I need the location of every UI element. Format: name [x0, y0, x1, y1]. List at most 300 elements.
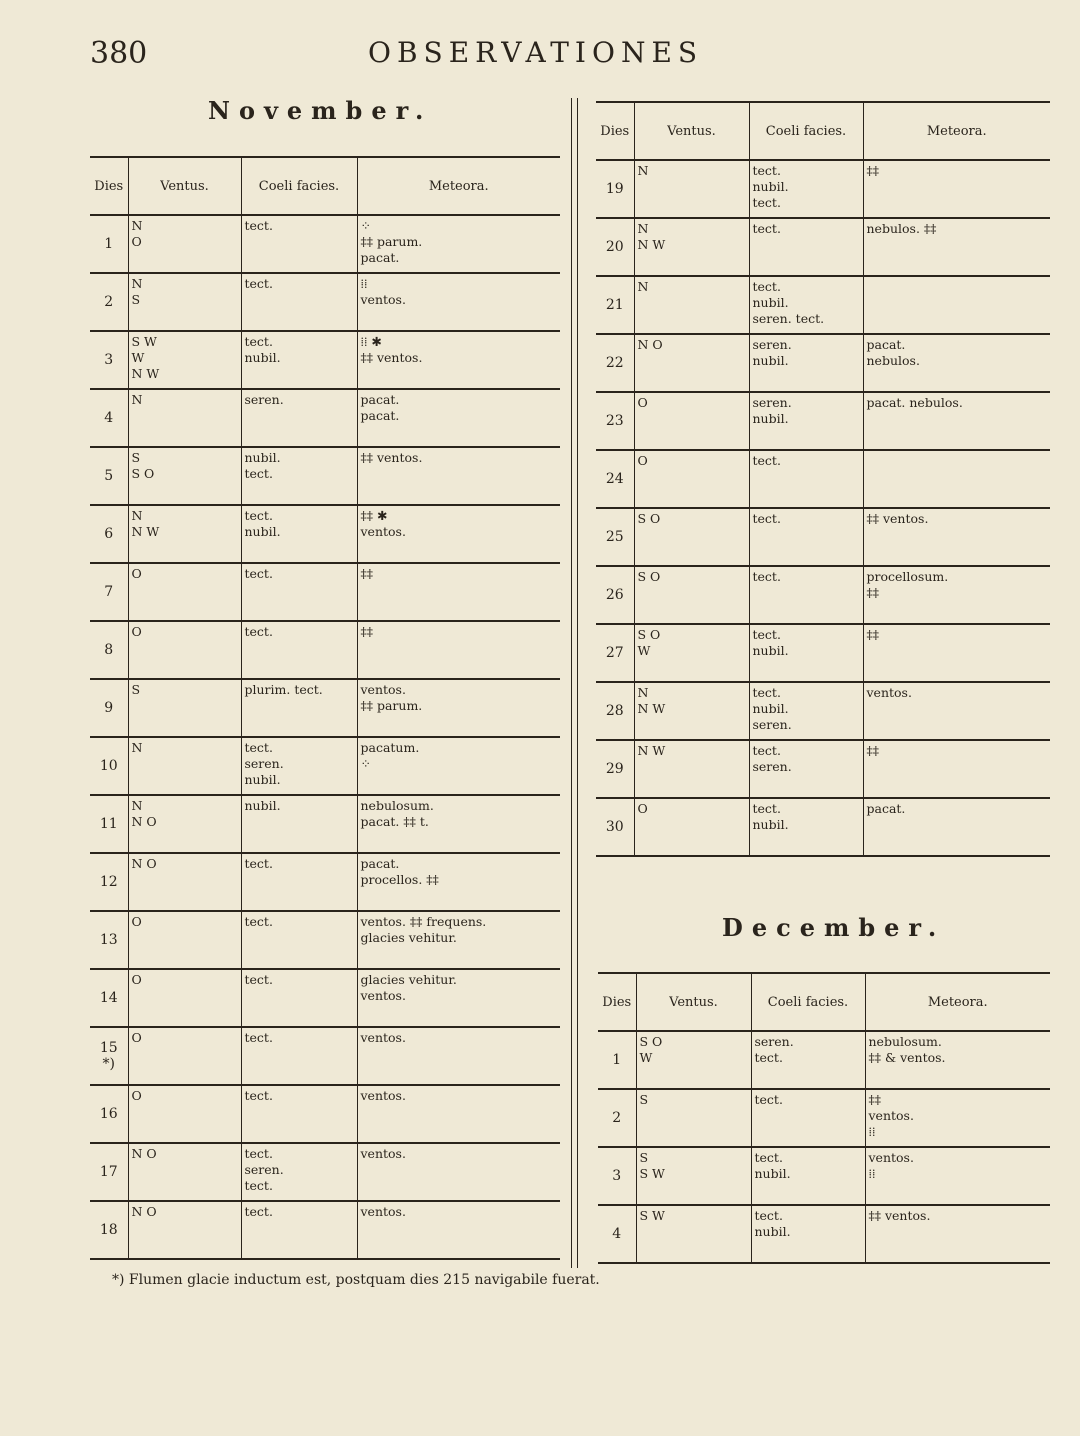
cell-ventus: [128, 679, 241, 737]
ventus-line: O: [131, 914, 142, 929]
coeli-line: seren.: [752, 337, 792, 352]
cell-ventus: [634, 740, 749, 798]
cell-coeli: [241, 1027, 357, 1085]
meteora-line: ventos.: [868, 1108, 914, 1123]
cell-coeli: [241, 331, 357, 389]
cell-meteora: [357, 911, 560, 969]
cell-dies: 27: [596, 624, 634, 682]
table-row: [90, 1143, 560, 1201]
meteora-line: procellosum.: [866, 569, 949, 584]
cell-dies: 15 *): [90, 1027, 128, 1085]
meteora-line: nebulos.: [866, 353, 920, 368]
table-row: [90, 215, 560, 273]
cell-dies: 11: [90, 795, 128, 853]
meteora-line: glacies vehitur.: [360, 972, 457, 987]
coeli-line: tect.: [752, 453, 781, 468]
cell-meteora: [357, 1143, 560, 1201]
cell-dies: 4: [90, 389, 128, 447]
ventus-line: S: [639, 1150, 649, 1165]
cell-coeli: [241, 911, 357, 969]
meteora-line: ventos.: [360, 1204, 406, 1219]
coeli-line: tect.: [754, 1208, 783, 1223]
page-header: OBSERVATIONES: [368, 36, 704, 69]
ventus-line: S W: [639, 1208, 665, 1223]
cell-dies: 4: [598, 1205, 636, 1263]
table-row: [90, 621, 560, 679]
ventus-line: N O: [131, 856, 157, 871]
cell-dies: 29: [596, 740, 634, 798]
table-row: [90, 795, 560, 853]
coeli-line: nubil.: [244, 798, 281, 813]
coeli-line: tect.: [244, 466, 273, 481]
coeli-line: tect.: [754, 1092, 783, 1107]
ventus-line: O: [131, 1088, 142, 1103]
cell-coeli: [241, 447, 357, 505]
coeli-line: tect.: [244, 1204, 273, 1219]
ventus-line: N O: [131, 1204, 157, 1219]
cell-meteora: [357, 273, 560, 331]
cell-dies: 12: [90, 853, 128, 911]
cell-dies: 2: [90, 273, 128, 331]
coeli-line: tect.: [244, 1146, 273, 1161]
meteora-line: ‡‡: [866, 163, 879, 178]
ventus-line: S O: [637, 627, 661, 642]
column-header-ventus: Ventus.: [128, 157, 241, 215]
cell-ventus: [128, 331, 241, 389]
ventus-line: W: [637, 643, 651, 658]
ventus-line: N: [131, 740, 143, 755]
cell-ventus: [634, 798, 749, 856]
table-row: [90, 273, 560, 331]
cell-meteora: [863, 392, 1050, 450]
cell-meteora: [865, 1089, 1050, 1147]
table-row: [596, 508, 1050, 566]
cell-dies: 19: [596, 160, 634, 218]
coeli-line: tect.: [244, 1030, 273, 1045]
cell-ventus: [634, 682, 749, 740]
cell-ventus: [634, 508, 749, 566]
coeli-line: nubil.: [244, 772, 281, 787]
meteora-line: ventos.: [866, 685, 912, 700]
cell-meteora: [863, 798, 1050, 856]
column-header-coeli-facies: Coeli facies.: [749, 102, 863, 160]
november-table-part-2: [596, 101, 1050, 857]
footnote: *) Flumen glacie inductum est, postquam dies 215 navigabile fuerat.: [112, 1272, 600, 1288]
cell-ventus: [128, 737, 241, 795]
coeli-line: nubil.: [752, 411, 789, 426]
coeli-line: tect.: [752, 511, 781, 526]
cell-dies: 20: [596, 218, 634, 276]
cell-coeli: [749, 334, 863, 392]
cell-ventus: [634, 276, 749, 334]
meteora-line: pacatum.: [360, 740, 420, 755]
meteora-line: ‡‡ parum.: [360, 234, 423, 249]
meteora-line: pacat.: [866, 801, 906, 816]
cell-coeli: [749, 218, 863, 276]
column-divider: [571, 98, 578, 1268]
cell-ventus: [128, 215, 241, 273]
cell-meteora: [357, 679, 560, 737]
meteora-line: pacat.: [360, 408, 400, 423]
cell-ventus: [128, 505, 241, 563]
cell-coeli: [241, 505, 357, 563]
cell-meteora: [357, 331, 560, 389]
coeli-line: nubil.: [752, 643, 789, 658]
cell-meteora: [357, 215, 560, 273]
cell-coeli: [241, 853, 357, 911]
cell-coeli: [751, 1147, 865, 1205]
cell-meteora: [863, 276, 1050, 334]
meteora-line: pacat.: [360, 392, 400, 407]
month-title-december: December.: [722, 913, 946, 942]
column-header-meteora: Meteora.: [357, 157, 560, 215]
cell-ventus: [128, 1143, 241, 1201]
cell-dies: 13: [90, 911, 128, 969]
table-row: [90, 679, 560, 737]
coeli-line: tect.: [752, 279, 781, 294]
meteora-line: ventos.: [360, 292, 406, 307]
meteora-line: nebulos. ‡‡: [866, 221, 937, 236]
cell-meteora: [863, 740, 1050, 798]
cell-dies: 18: [90, 1201, 128, 1259]
coeli-line: tect.: [244, 856, 273, 871]
cell-meteora: [863, 566, 1050, 624]
cell-dies: 22: [596, 334, 634, 392]
cell-meteora: [865, 1205, 1050, 1263]
meteora-line: ⁞⁞ ✱: [360, 334, 382, 349]
ventus-line: O: [637, 395, 648, 410]
cell-meteora: [357, 621, 560, 679]
cell-ventus: [128, 389, 241, 447]
cell-ventus: [128, 273, 241, 331]
ventus-line: N O: [637, 337, 663, 352]
coeli-line: tect.: [244, 276, 273, 291]
ventus-line: O: [131, 1030, 142, 1045]
table-row: [598, 1031, 1050, 1089]
coeli-line: tect.: [754, 1050, 783, 1065]
coeli-line: tect.: [244, 740, 273, 755]
meteora-line: ‡‡ parum.: [360, 698, 423, 713]
cell-meteora: [357, 853, 560, 911]
coeli-line: tect.: [244, 508, 273, 523]
cell-ventus: [636, 1205, 751, 1263]
meteora-line: pacat. nebulos.: [866, 395, 963, 410]
cell-meteora: [357, 969, 560, 1027]
cell-dies: 16: [90, 1085, 128, 1143]
cell-ventus: [128, 911, 241, 969]
page-number: 380: [90, 36, 148, 71]
ventus-line: S: [131, 682, 141, 697]
column-header-meteora: Meteora.: [865, 973, 1050, 1031]
meteora-line: ventos.: [360, 1088, 406, 1103]
cell-dies: 5: [90, 447, 128, 505]
cell-meteora: [863, 450, 1050, 508]
coeli-line: seren. tect.: [752, 311, 825, 326]
cell-coeli: [241, 969, 357, 1027]
column-header-dies: Dies: [90, 157, 128, 215]
coeli-line: seren.: [754, 1034, 794, 1049]
table-row: [90, 911, 560, 969]
table-row: [596, 450, 1050, 508]
meteora-line: ventos.: [360, 988, 406, 1003]
table-row: [596, 218, 1050, 276]
cell-meteora: [357, 1085, 560, 1143]
table-row: [596, 334, 1050, 392]
cell-dies: 24: [596, 450, 634, 508]
ventus-line: O: [131, 624, 142, 639]
meteora-line: ⁘: [360, 218, 371, 233]
ventus-line: N W: [131, 366, 160, 381]
meteora-line: ‡‡ ✱: [360, 508, 388, 523]
table-row: [596, 624, 1050, 682]
meteora-line: ventos.: [360, 682, 406, 697]
meteora-line: ‡‡ & ventos.: [868, 1050, 946, 1065]
cell-dies: 3: [90, 331, 128, 389]
cell-coeli: [241, 273, 357, 331]
coeli-line: tect.: [244, 914, 273, 929]
meteora-line: glacies vehitur.: [360, 930, 457, 945]
ventus-line: N O: [131, 814, 157, 829]
table-row: [90, 389, 560, 447]
meteora-line: ventos. ‡‡ frequens.: [360, 914, 487, 929]
meteora-line: ‡‡ ventos.: [868, 1208, 931, 1223]
coeli-line: tect.: [752, 685, 781, 700]
ventus-line: S W: [131, 334, 157, 349]
cell-ventus: [634, 334, 749, 392]
column-header-coeli-facies: Coeli facies.: [241, 157, 357, 215]
cell-dies: 28: [596, 682, 634, 740]
table-row: [90, 1201, 560, 1259]
table-row: [596, 682, 1050, 740]
november-table-part-1: [90, 156, 560, 1260]
cell-coeli: [749, 566, 863, 624]
ventus-line: N W: [637, 237, 666, 252]
coeli-line: tect.: [244, 1088, 273, 1103]
meteora-line: ventos.: [360, 1030, 406, 1045]
cell-ventus: [128, 621, 241, 679]
cell-coeli: [751, 1089, 865, 1147]
coeli-line: tect.: [752, 743, 781, 758]
meteora-line: ⁞⁞: [868, 1124, 876, 1139]
coeli-line: nubil.: [752, 701, 789, 716]
cell-dies: 2: [598, 1089, 636, 1147]
table-row: [90, 563, 560, 621]
cell-coeli: [241, 795, 357, 853]
cell-coeli: [749, 160, 863, 218]
cell-meteora: [863, 508, 1050, 566]
meteora-line: pacat. ‡‡ t.: [360, 814, 429, 829]
table-row: [598, 1147, 1050, 1205]
meteora-line: ventos.: [868, 1150, 914, 1165]
meteora-line: ‡‡ ventos.: [360, 350, 423, 365]
ventus-line: S: [131, 292, 141, 307]
cell-ventus: [128, 563, 241, 621]
cell-meteora: [357, 1201, 560, 1259]
coeli-line: plurim. tect.: [244, 682, 323, 697]
meteora-line: ‡‡ ventos.: [360, 450, 423, 465]
cell-ventus: [636, 1147, 751, 1205]
cell-coeli: [749, 682, 863, 740]
ventus-line: O: [637, 453, 648, 468]
cell-dies: 17: [90, 1143, 128, 1201]
cell-coeli: [751, 1031, 865, 1089]
cell-ventus: [634, 160, 749, 218]
table-row: [598, 1205, 1050, 1263]
cell-ventus: [634, 450, 749, 508]
ventus-line: S O: [639, 1034, 663, 1049]
meteora-line: ‡‡: [866, 627, 879, 642]
ventus-line: N O: [131, 1146, 157, 1161]
coeli-line: tect.: [244, 624, 273, 639]
cell-dies: 3: [598, 1147, 636, 1205]
meteora-line: ⁞⁞: [360, 276, 368, 291]
coeli-line: nubil.: [244, 524, 281, 539]
ventus-line: S: [639, 1092, 649, 1107]
ventus-line: O: [131, 234, 142, 249]
coeli-line: tect.: [752, 195, 781, 210]
table-row: [90, 447, 560, 505]
column-header-ventus: Ventus.: [634, 102, 749, 160]
ventus-line: N W: [131, 524, 160, 539]
cell-coeli: [749, 508, 863, 566]
coeli-line: seren.: [752, 717, 792, 732]
cell-coeli: [241, 621, 357, 679]
coeli-line: seren.: [752, 759, 792, 774]
cell-meteora: [357, 447, 560, 505]
meteora-line: ⁘: [360, 756, 371, 771]
ventus-line: N: [637, 685, 649, 700]
cell-dies: 9: [90, 679, 128, 737]
table-row: [90, 1027, 560, 1085]
table-row: [596, 798, 1050, 856]
cell-ventus: [636, 1089, 751, 1147]
ventus-line: O: [131, 972, 142, 987]
cell-dies: 23: [596, 392, 634, 450]
ventus-line: N: [637, 163, 649, 178]
coeli-line: tect.: [752, 221, 781, 236]
cell-meteora: [863, 334, 1050, 392]
ventus-line: S: [131, 450, 141, 465]
cell-coeli: [749, 450, 863, 508]
cell-dies: 26: [596, 566, 634, 624]
coeli-line: tect.: [244, 334, 273, 349]
ventus-line: S O: [637, 569, 661, 584]
cell-meteora: [863, 682, 1050, 740]
ventus-line: N: [131, 276, 143, 291]
ventus-line: O: [131, 566, 142, 581]
cell-ventus: [636, 1031, 751, 1089]
table-row: [90, 853, 560, 911]
cell-dies: 10: [90, 737, 128, 795]
cell-coeli: [241, 1085, 357, 1143]
table-row: [90, 737, 560, 795]
cell-coeli: [751, 1205, 865, 1263]
column-header-ventus: Ventus.: [636, 973, 751, 1031]
cell-ventus: [634, 624, 749, 682]
cell-dies: 8: [90, 621, 128, 679]
coeli-line: seren.: [244, 392, 284, 407]
cell-dies: 21: [596, 276, 634, 334]
meteora-line: pacat.: [360, 856, 400, 871]
coeli-line: nubil.: [754, 1224, 791, 1239]
cell-ventus: [128, 1085, 241, 1143]
cell-coeli: [241, 1201, 357, 1259]
cell-meteora: [865, 1031, 1050, 1089]
cell-dies: 30: [596, 798, 634, 856]
ventus-line: W: [131, 350, 145, 365]
meteora-line: ventos.: [360, 524, 406, 539]
cell-ventus: [128, 969, 241, 1027]
coeli-line: nubil.: [752, 817, 789, 832]
cell-ventus: [128, 447, 241, 505]
cell-dies: 1: [598, 1031, 636, 1089]
ventus-line: N: [131, 218, 143, 233]
cell-coeli: [749, 624, 863, 682]
cell-meteora: [357, 389, 560, 447]
table-row: [596, 740, 1050, 798]
cell-coeli: [241, 215, 357, 273]
cell-coeli: [749, 392, 863, 450]
coeli-line: nubil.: [244, 450, 281, 465]
meteora-line: ⁞⁞: [868, 1166, 876, 1181]
ventus-line: N: [637, 221, 649, 236]
coeli-line: tect.: [754, 1150, 783, 1165]
cell-dies: 25: [596, 508, 634, 566]
meteora-line: ‡‡: [360, 566, 373, 581]
coeli-line: tect.: [752, 163, 781, 178]
month-title-november: November.: [208, 96, 433, 125]
meteora-line: ‡‡ ventos.: [866, 511, 929, 526]
cell-dies: 1: [90, 215, 128, 273]
cell-coeli: [241, 737, 357, 795]
coeli-line: nubil.: [752, 179, 789, 194]
cell-meteora: [865, 1147, 1050, 1205]
cell-meteora: [357, 795, 560, 853]
table-row: [90, 969, 560, 1027]
column-header-dies: Dies: [596, 102, 634, 160]
ventus-line: S O: [131, 466, 155, 481]
table-row: [596, 566, 1050, 624]
ventus-line: N: [131, 392, 143, 407]
cell-ventus: [634, 566, 749, 624]
cell-coeli: [241, 389, 357, 447]
cell-meteora: [863, 160, 1050, 218]
coeli-line: nubil.: [244, 350, 281, 365]
cell-ventus: [634, 218, 749, 276]
meteora-line: ‡‡: [866, 585, 879, 600]
ventus-line: S W: [639, 1166, 665, 1181]
cell-coeli: [749, 798, 863, 856]
meteora-line: nebulosum.: [868, 1034, 942, 1049]
coeli-line: nubil.: [752, 295, 789, 310]
cell-ventus: [128, 1201, 241, 1259]
meteora-line: ‡‡: [868, 1092, 881, 1107]
column-header-meteora: Meteora.: [863, 102, 1050, 160]
cell-ventus: [128, 1027, 241, 1085]
coeli-line: seren.: [752, 395, 792, 410]
cell-coeli: [749, 740, 863, 798]
ventus-line: S O: [637, 511, 661, 526]
ventus-line: N: [131, 508, 143, 523]
cell-meteora: [863, 218, 1050, 276]
cell-meteora: [357, 563, 560, 621]
cell-coeli: [749, 276, 863, 334]
table-row: [596, 160, 1050, 218]
table-row: [596, 276, 1050, 334]
ventus-line: W: [639, 1050, 653, 1065]
table-row: [90, 1085, 560, 1143]
december-table: [598, 972, 1050, 1264]
